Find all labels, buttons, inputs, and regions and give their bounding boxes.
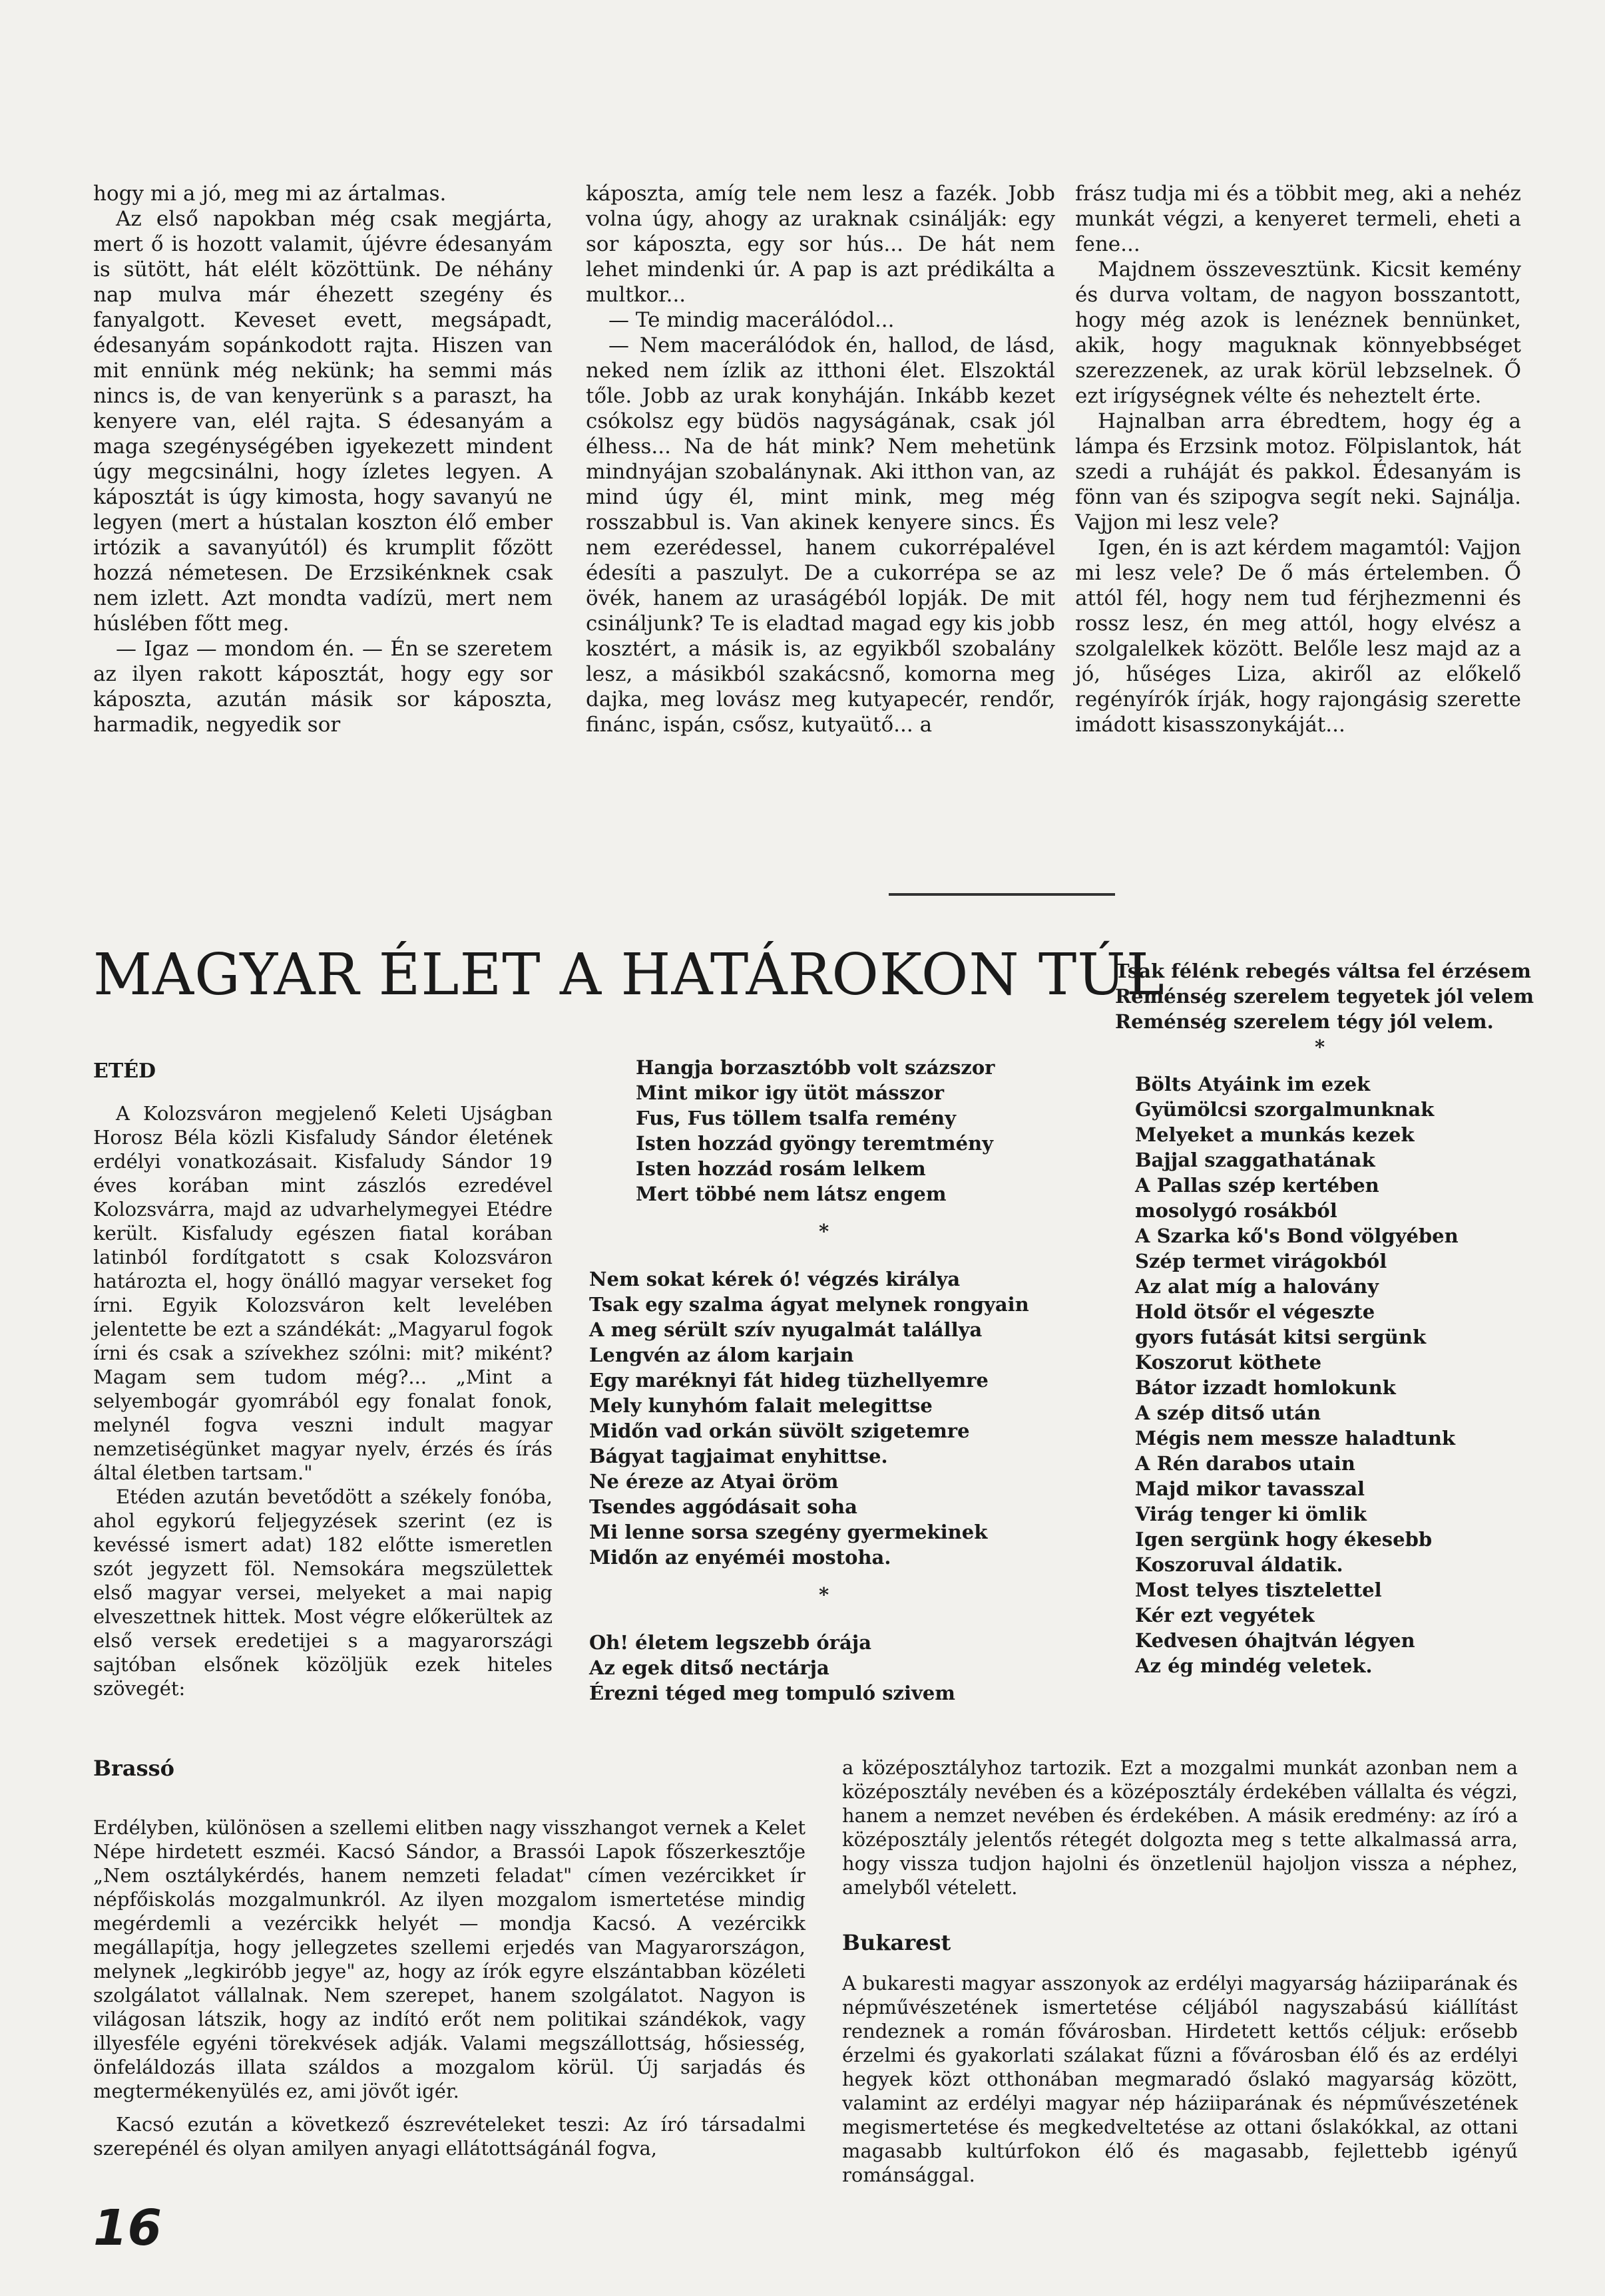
poem-fragment-top bbox=[1115, 958, 1534, 1059]
section-headline: MAGYAR ÉLET A HATÁROKON TÚL bbox=[93, 942, 1165, 1008]
paragraph: Az első napokban még csak megjárta, mert ő is hozott valamit, újévre édesanyám is sütött, hát elélt közöttünk. De néhány nap mulva már éhezett szegény és fanyalgott. Keveset evett, megsápadt, édesanyám sopánkodott rajta. Hiszen van mit ennünk még nekünk; ha semmi más nincs is, de van kenyerünk s a paraszt, ha kenyere van, elél rajta. S édesanyám a maga szegénységében igyekezett mindent úgy megcsinálni, hogy ízletes legyen. A káposztát is úgy kimosta, hogy savanyú ne legyen (mert a hústalan koszton élő ember irtózik a savanyútól) és krumplit főzött hozzá németesen. De Erzsikénknek csak nem izlett. Azt mondta vadízü, mert nem húslében főtt meg. bbox=[93, 207, 553, 636]
verse-line: Midőn vad orkán süvölt szigetemre bbox=[589, 1420, 970, 1442]
verse-line: Mégis nem messze haladtunk bbox=[1135, 1427, 1456, 1449]
verse-line: Egy maréknyi fát hideg tüzhellyemre bbox=[589, 1369, 989, 1392]
verse-line: Az alat míg a halovány bbox=[1135, 1275, 1379, 1298]
verse-line: Bágyat tagjaimat enyhittse. bbox=[589, 1445, 888, 1467]
verse-line: mosolygó rosákból bbox=[1135, 1199, 1337, 1222]
section-star: * bbox=[819, 1583, 829, 1606]
paragraph: A Kolozsváron megjelenő Keleti Ujságban Horosz Béla közli Kisfaludy Sándor életének erdélyi vonatkozásait. Kisfaludy Sándor 19 éves korában mint zászlós ezredével Kolozsvárra, majd az udvarhelymegyei Etédre került. Kisfaludy egészen fiatal korában latinból fordítgatott s csak Kolozsváron határozta el, hogy önálló magyar verseket fog írni. Egyik Kolozsváron kelt levelében jelentette be ezt a szándékát: „Magyarul fogok írni és csak a szívekhez szólni: mit? miként? Magam sem tudom még?... „Mint a selyembogár gyomrából egy fonalat fonok, melynél fogva veszni indult magyar nemzetiségünket magyar nyelv, érzés és írás által életben tartsam." bbox=[93, 1102, 553, 1484]
verse-line: Bajjal szaggathatának bbox=[1135, 1149, 1375, 1171]
paragraph: Erdélyben, különösen a szellemi elitben nagy visszhangot vernek a Kelet Népe hirdetett eszméi. Kacsó Sándor, a Brassói Lapok főszerkesztője „Nem osztálykérdés, hanem nemzeti feladat" címen vezércikket ír népfőiskolás mozgalmunkról. Az ilyen mozgalom ismertetése mindig megérdemli a vezércikk helyét — mondja Kacsó. A vezércikk megállapítja, hogy jellegzetes szellemi erjedés van Magyarországon, melynek „legkiróbb jegye" az, hogy az írók egyre elszántabban közéleti szolgálatot vállalnak. Nem szerepet, hanem szolgálatot. Nagyon is világosan látszik, hogy az indító erőt nem politikai szándékok, vagy illyesféle egyéni törekvések adják. Valami megszállottság, hősiesség, önfeláldozás illata száldos a mozgalom körül. Új sarjadás és megtermékenyülés ez, ami jövőt igér. bbox=[93, 1816, 805, 2102]
verse-line: Gyümölcsi szorgalmunknak bbox=[1135, 1098, 1435, 1121]
article-column-3 bbox=[1075, 181, 1521, 737]
verse-line: Ne éreze az Atyai öröm bbox=[589, 1470, 839, 1493]
verse-line: Reménség szerelem tegyetek jól velem bbox=[1115, 985, 1534, 1008]
eted-heading: ETÉD bbox=[93, 1059, 156, 1083]
poem-middle bbox=[589, 1055, 1029, 1706]
verse-line: Virág tenger ki ömlik bbox=[1135, 1503, 1367, 1525]
verse-line: Nem sokat kérek ó! végzés királya bbox=[589, 1268, 961, 1290]
verse-line: Hangja borzasztóbb volt százszor bbox=[636, 1056, 995, 1079]
verse-line: Oh! életem legszebb órája bbox=[589, 1631, 872, 1654]
verse-line: Kedvesen óhajtván légyen bbox=[1135, 1629, 1415, 1652]
paragraph: a középosztályhoz tartozik. Ezt a mozgalmi munkát azonban nem a középosztály nevében és a középosztály érdekében vállalta és végzi, hanem a nemzet nevében és érdekében. A másik eredmény: az író a középosztály jelentős rétegét dolgozta meg s tette alkalmassá arra, hogy vissza tudjon hajolni és önzetlenül hajoljon vissza a néphez, amelyből vételett. bbox=[842, 1756, 1518, 1899]
verse-line: Koszorut köthete bbox=[1135, 1351, 1322, 1374]
paragraph: — Nem macerálódok én, hallod, de lásd, neked nem ízlik az itthoni élet. Elszoktál tőle. Jobb az urak konyháján. Inkább kezet csókolsz egy büdös nagyságának, csak jól élhess... Na de hát mink? Nem mehetünk mindnyájan szobalánynak. Aki itthon van, az mind úgy él, mint mink, meg még rosszabbul is. Van akinek kenyere sincs. És nem ezerédessel, hanem cukorrépalével édesíti a paszulyt. De a cukorrépa se az övék, hanem az uraságéból lopják. De mit csináljunk? Te is eladtad magad egy kis jobb kosztért, a másik is, az egyikből szobalány lesz, a másikból szakácsnő, komorna meg dajka, meg lovász meg kutyapecér, rendőr, finánc, ispán, csősz, kutyaütő... a bbox=[586, 333, 1055, 737]
section-star: * bbox=[819, 1220, 829, 1243]
verse-line: Isten hozzád gyöngy teremtmény bbox=[636, 1132, 993, 1155]
verse-line: Tsak félénk rebegés váltsa fel érzésem bbox=[1115, 960, 1531, 982]
verse-line: Mely kunyhóm falait melegittse bbox=[589, 1394, 933, 1417]
verse-line: Mi lenne sorsa szegény gyermekinek bbox=[589, 1521, 988, 1543]
verse-line: Reménség szerelem tégy jól velem. bbox=[1115, 1010, 1494, 1033]
verse-line: Bölts Atyáink im ezek bbox=[1135, 1073, 1371, 1095]
brasso-heading: Brassó bbox=[93, 1756, 175, 1781]
paragraph: Kacsó ezután a következő észrevételeket teszi: Az író társadalmi szerepénél és olyan amilyen anyagi ellátottságánál fogva, bbox=[93, 2113, 805, 2160]
verse-line: Midőn az enyéméi mostoha. bbox=[589, 1546, 891, 1569]
article-column-1 bbox=[93, 181, 553, 737]
verse-line: A meg sérült szív nyugalmát talállya bbox=[589, 1318, 983, 1341]
poem-right bbox=[1135, 1071, 1459, 1678]
bukarest-article bbox=[842, 1971, 1518, 2187]
verse-line: A Szarka kő's Bond völgyében bbox=[1135, 1225, 1459, 1247]
verse-line: Érezni téged meg tompuló szivem bbox=[589, 1682, 955, 1704]
verse-line: Koszoruval áldatik. bbox=[1135, 1553, 1343, 1576]
section-divider bbox=[889, 893, 1115, 896]
verse-line: Fus, Fus töllem tsalfa remény bbox=[636, 1107, 956, 1129]
paragraph: Majdnem összevesztünk. Kicsit kemény és durva voltam, de nagyon bosszantott, hogy még azok is lenéznek bennünket, akik, hogy maguknak könnyebbséget szerezzenek, az urak körül lebzselnek. Ő ezt irígységnek vélte és neheztelt érte. bbox=[1075, 258, 1521, 408]
verse-line: Hold ötsőr el végeszte bbox=[1135, 1300, 1375, 1323]
verse-line: Kér ezt vegyétek bbox=[1135, 1604, 1315, 1626]
verse-line: A Rén darabos utain bbox=[1135, 1452, 1355, 1475]
verse-line: Tsak egy szalma ágyat melynek rongyain bbox=[589, 1293, 1029, 1316]
brasso-article-continued bbox=[842, 1756, 1518, 1899]
verse-line: Szép termet virágokból bbox=[1135, 1250, 1387, 1272]
verse-line: Majd mikor tavasszal bbox=[1135, 1477, 1365, 1500]
verse-line: Mert többé nem látsz engem bbox=[636, 1183, 947, 1205]
verse-line: Igen sergünk hogy ékesebb bbox=[1135, 1528, 1433, 1551]
brasso-article bbox=[93, 1816, 805, 2160]
verse-line: Bátor izzadt homlokunk bbox=[1135, 1376, 1396, 1399]
verse-line: Mint mikor igy ütöt másszor bbox=[636, 1081, 944, 1104]
paragraph: hogy mi a jó, meg mi az ártalmas. bbox=[93, 182, 447, 206]
verse-line: A szép ditső után bbox=[1135, 1402, 1321, 1424]
verse-line: Most telyes tisztelettel bbox=[1135, 1579, 1382, 1601]
eted-article bbox=[93, 1101, 553, 1700]
paragraph: Hajnalban arra ébredtem, hogy ég a lámpa és Erzsink motoz. Fölpislantok, hát szedi a ruháját és pakkol. Édesanyám is fönn van és szipogva segít neki. Sajnálja. Vajjon mi lesz vele? bbox=[1075, 409, 1521, 534]
verse-line: Melyeket a munkás kezek bbox=[1135, 1123, 1415, 1146]
paragraph: Igen, én is azt kérdem magamtól: Vajjon mi lesz vele? De ő más értelemben. Ő attól fél, hogy nem tud férjhezmenni és rossz lesz, én meg attól, hogy elvész a szolgalelkek között. Belőle lesz majd az a jó, hűséges Liza, akiről az előkelő regényírók írják, hogy rajongásig szerette imádott kisasszonykáját... bbox=[1075, 536, 1521, 737]
section-star: * bbox=[1315, 1036, 1325, 1058]
verse-line: Lengvén az álom karjain bbox=[589, 1344, 854, 1366]
paragraph: frász tudja mi és a többit meg, aki a nehéz munkát végzi, a kenyeret termeli, eheti a fene... bbox=[1075, 182, 1521, 256]
verse-line: Isten hozzád rosám lelkem bbox=[636, 1157, 926, 1180]
verse-line: Tsendes aggódásait soha bbox=[589, 1495, 857, 1518]
paragraph: káposzta, amíg tele nem lesz a fazék. Jobb volna úgy, ahogy az uraknak csinálják: egy sor káposzta, egy sor hús... De hát nem lehet mindenki úr. A pap is azt prédikálta a multkor... bbox=[586, 182, 1055, 307]
verse-line: A Pallas szép kertében bbox=[1135, 1174, 1379, 1197]
verse-line: Az egek ditső nectárja bbox=[589, 1656, 829, 1679]
bukarest-heading: Bukarest bbox=[842, 1930, 951, 1955]
verse-line: Az ég mindég veletek. bbox=[1135, 1654, 1373, 1677]
article-column-2 bbox=[586, 181, 1055, 737]
paragraph: — Te mindig macerálódol... bbox=[608, 308, 895, 332]
verse-line: gyors futását kitsi sergünk bbox=[1135, 1326, 1427, 1348]
page-number: 16 bbox=[93, 2200, 162, 2257]
paragraph: Etéden azután bevetődött a székely fonóba, ahol egykorú feljegyzések szerint (ez is kevéssé ismert adat) 182 előtte ismeretlen szót jegyzett föl. Nemsokára megszülettek első magyar versei, melyeket a mai napig elveszettnek hittek. Most végre előkerültek az első versek eredetijei s a magyarországi sajtóban elsőnek közöljük ezek hiteles szövegét: bbox=[93, 1485, 553, 1700]
paragraph: A bukaresti magyar asszonyok az erdélyi magyarság háziiparának és népművészetének ismertetése céljából nagyszabású kiállítást rendeznek a román fővárosban. Hirdetett kettős céljuk: erősebb érzelmi és gyakorlati szálakat fűzni a fővárosban élő és az erdélyi hegyek közt otthonában megmaradó őslakó magyarság között, valamint az erdélyi magyar nép háziiparának és népművészetének megismertetése és megkedveltetése az ottani őslakókkal, az ottani magasabb kultúrfokon élő és magasabb, fejlettebb igényű románsággal. bbox=[842, 1972, 1518, 2186]
paragraph: — Igaz — mondom én. — Én se szeretem az ilyen rakott káposztát, hogy egy sor káposzta, azután másik sor káposzta, harmadik, negyedik sor bbox=[93, 637, 553, 737]
